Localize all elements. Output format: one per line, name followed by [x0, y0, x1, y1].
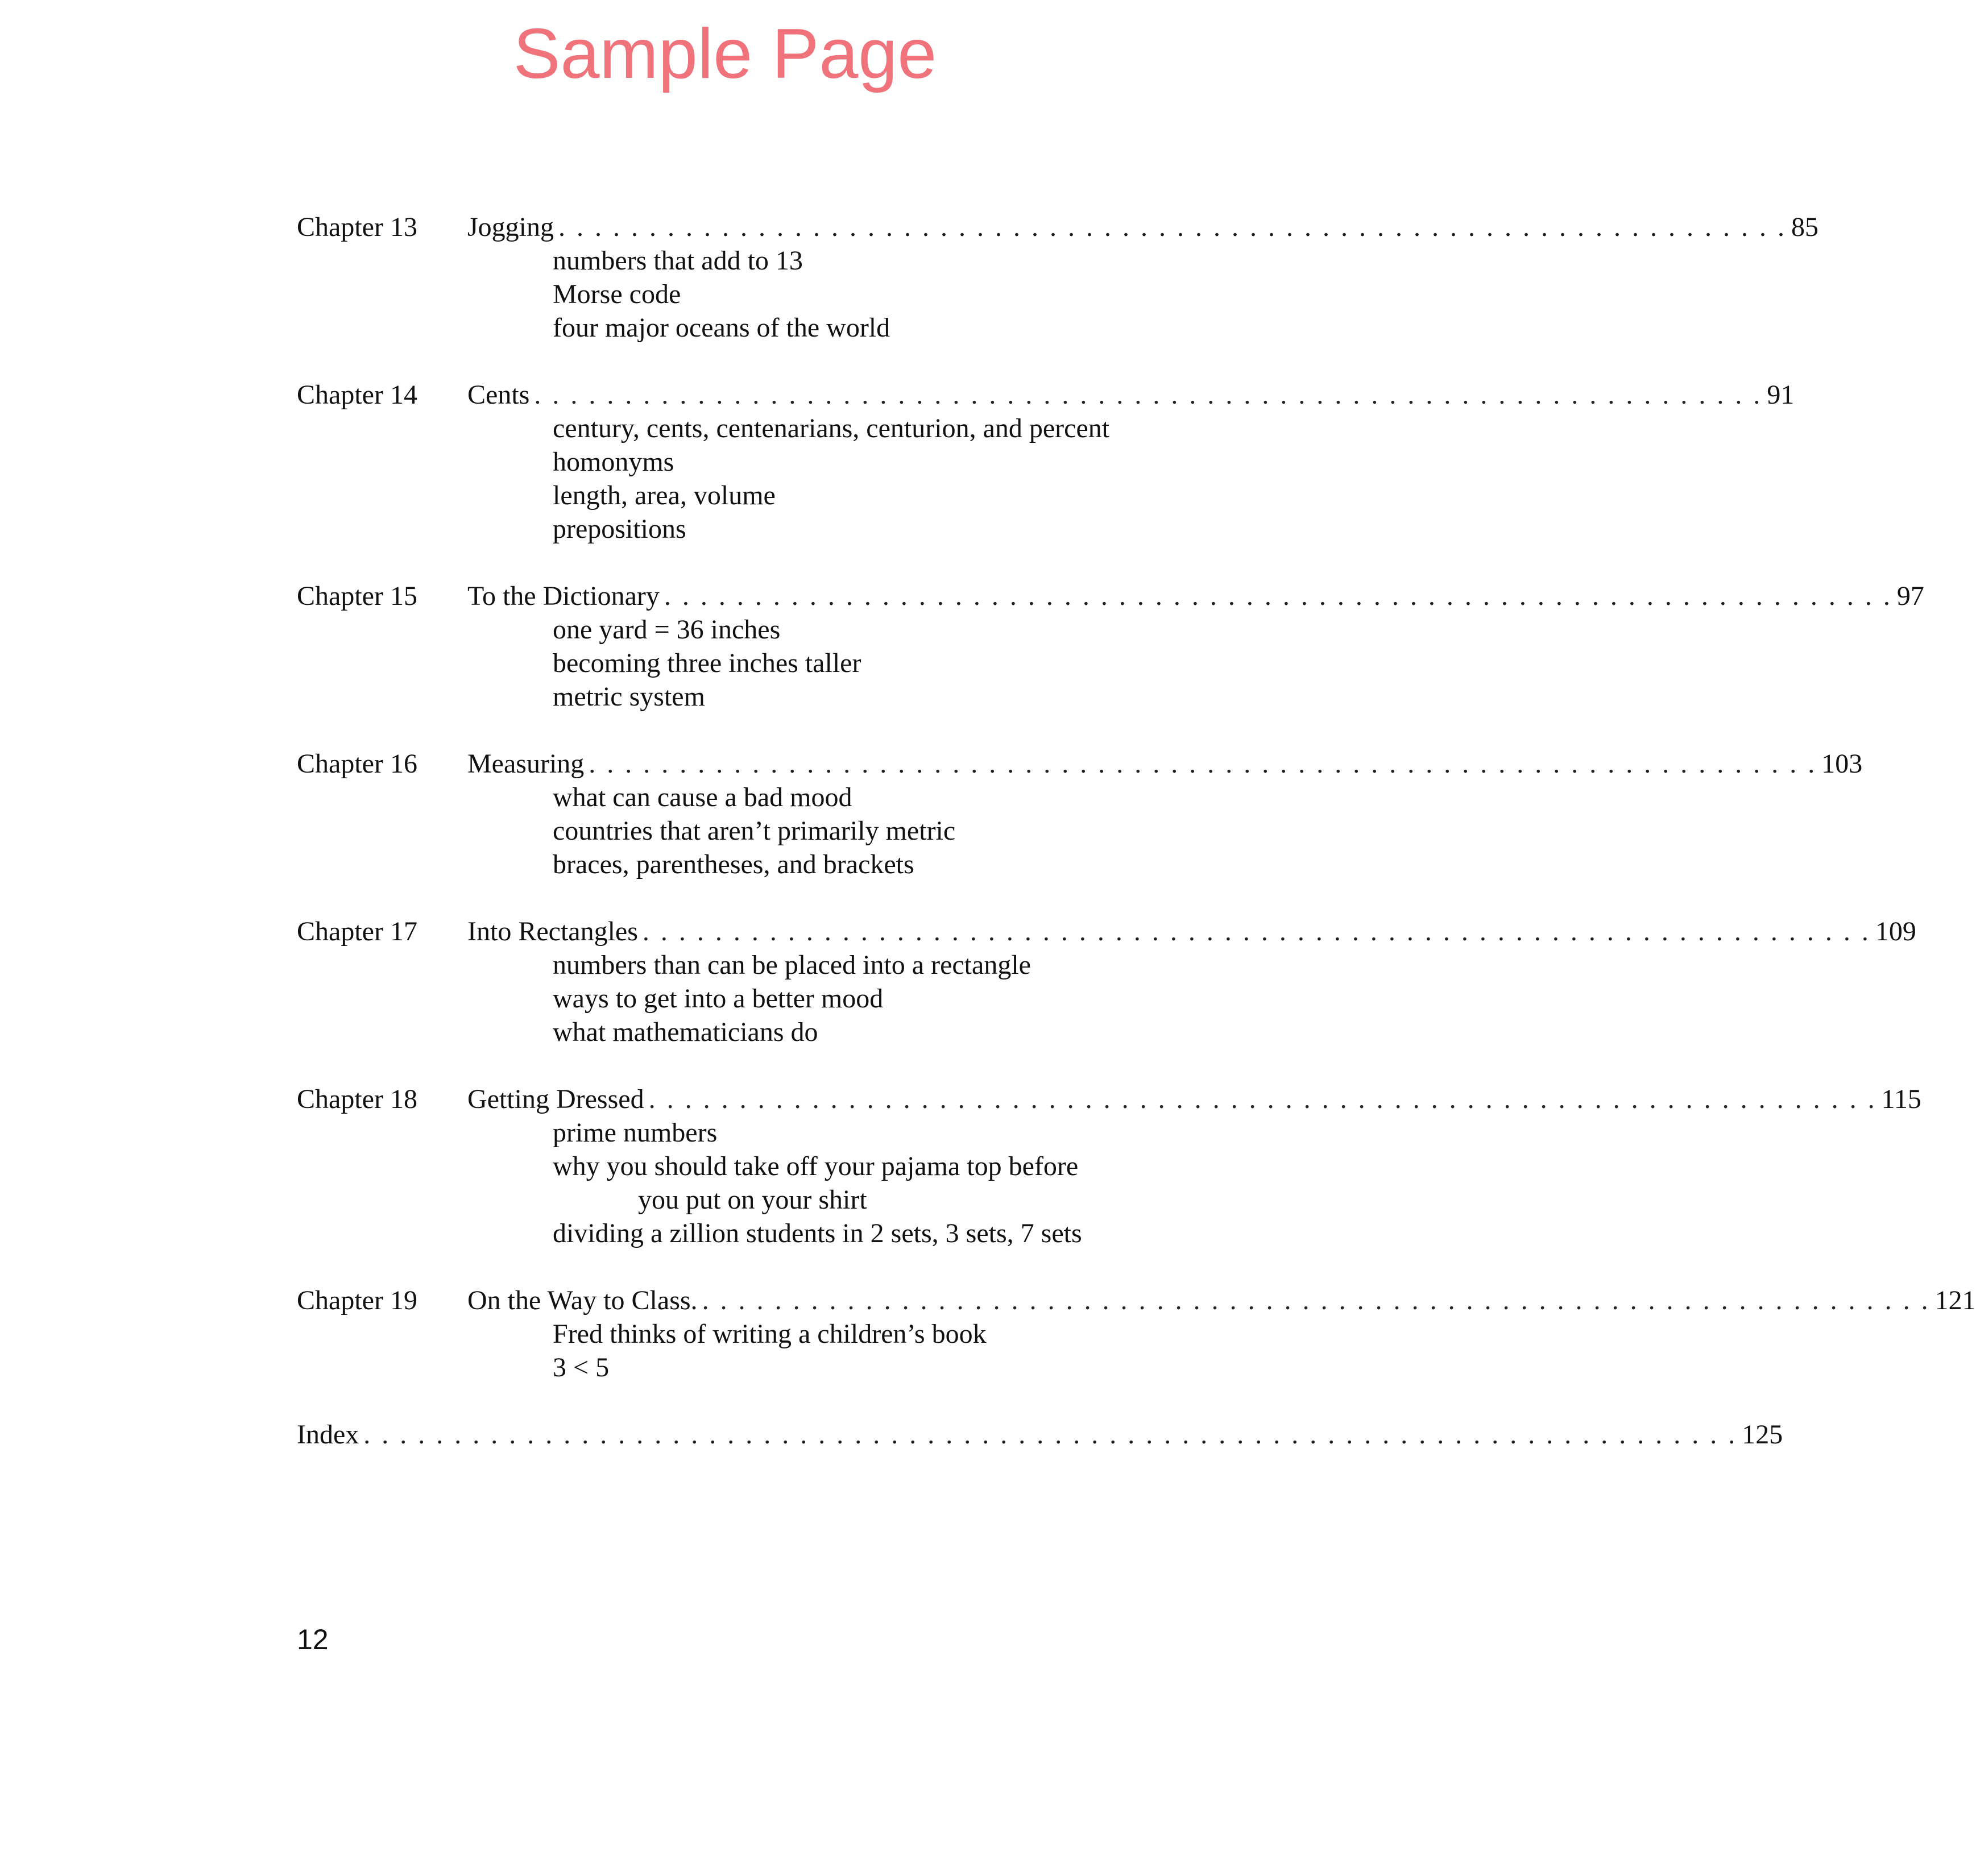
chapter-title: On the Way to Class. [467, 1285, 698, 1315]
dot-leader: . . . . . . . . . . . . . . . . . . . . . . . . . . . . . . . . . . . . . . . . . . . . . . . . . . . . . . . . . . . . . . . . . . . . . . . . . . . . [363, 1420, 1738, 1450]
dot-leader: . . . . . . . . . . . . . . . . . . . . . . . . . . . . . . . . . . . . . . . . . . . . . . . . . . . . . . . . . . . . . . . . . . . . [642, 916, 1871, 947]
chapter-page-number: 91 [1767, 380, 1795, 410]
chapter-label: Chapter 16 [297, 749, 417, 779]
dot-leader: . . . . . . . . . . . . . . . . . . . . . . . . . . . . . . . . . . . . . . . . . . . . . . . . . . . . . . . . . . . . . . . . . . . . [664, 581, 1892, 611]
chapter-page-number: 85 [1791, 212, 1819, 242]
topic-item: numbers than can be placed into a rectangle [553, 950, 1031, 980]
topic-item: numbers that add to 13 [553, 246, 803, 276]
index-label: Index [297, 1420, 359, 1450]
toc-chapter [297, 915, 1916, 1049]
toc-chapter [297, 579, 1924, 713]
chapter-page-number: 115 [1881, 1084, 1921, 1114]
index-page-number: 125 [1742, 1420, 1783, 1450]
topic-item: century, cents, centenarians, centurion, and percent [553, 413, 1110, 443]
topic-item: 3 < 5 [553, 1352, 610, 1383]
topic-item: metric system [553, 682, 705, 712]
toc-chapter [297, 210, 1819, 345]
chapter-topics [297, 1317, 1155, 1384]
chapter-page-number: 97 [1896, 581, 1924, 611]
dot-leader: . . . . . . . . . . . . . . . . . . . . . . . . . . . . . . . . . . . . . . . . . . . . . . . . . . . . . . . . . . . . . . . . . . . . [589, 749, 1817, 779]
topic-item: homonyms [553, 447, 674, 477]
toc-entry-line [297, 378, 1795, 412]
chapter-title: Jogging [467, 212, 554, 242]
topic-item: four major oceans of the world [553, 313, 890, 343]
toc-index-entry [297, 1418, 1783, 1451]
chapter-label: Chapter 19 [297, 1285, 417, 1315]
chapter-label: Chapter 13 [297, 212, 417, 242]
chapter-topics [297, 412, 1155, 546]
chapter-topics [297, 1116, 1155, 1250]
chapter-label: Chapter 14 [297, 380, 417, 410]
topic-item: prime numbers [553, 1118, 718, 1148]
topic-item: length, area, volume [553, 480, 776, 510]
chapter-topics [297, 948, 1155, 1049]
topic-item: Morse code [553, 279, 681, 309]
toc-entry-line [297, 1082, 1921, 1116]
chapter-title: Cents [467, 380, 530, 410]
chapter-page-number: 109 [1875, 916, 1916, 947]
chapter-page-number: 121 [1934, 1285, 1976, 1315]
dot-leader: . . . . . . . . . . . . . . . . . . . . . . . . . . . . . . . . . . . . . . . . . . . . . . . . . . . . . . . . . . . . . . . . . . . . [558, 212, 1787, 242]
topic-item: braces, parentheses, and brackets [553, 849, 914, 879]
chapter-title: Into Rectangles [467, 916, 638, 947]
toc-entry-line [297, 915, 1916, 948]
toc-chapter [297, 1284, 1976, 1384]
chapter-page-number: 103 [1821, 749, 1863, 779]
topic-item: Fred thinks of writing a children’s book [553, 1319, 987, 1349]
topic-item: why you should take off your pajama top before [553, 1151, 1079, 1181]
chapter-title: Measuring [467, 749, 585, 779]
toc-chapter [297, 378, 1795, 546]
chapter-title: To the Dictionary [467, 581, 660, 611]
toc-entry-line [297, 1284, 1976, 1317]
toc-chapter [297, 747, 1863, 881]
chapter-topics [297, 613, 1155, 713]
dot-leader: . . . . . . . . . . . . . . . . . . . . . . . . . . . . . . . . . . . . . . . . . . . . . . . . . . . . . . . . . . . . . . . . . . . . [534, 380, 1763, 410]
toc-chapter [297, 1082, 1921, 1250]
topic-item: one yard = 36 inches [553, 615, 781, 645]
toc-entry-line [297, 747, 1863, 781]
chapter-title: Getting Dressed [467, 1084, 644, 1114]
toc-entry-line [297, 579, 1924, 613]
chapter-label: Chapter 17 [297, 916, 417, 947]
dot-leader: . . . . . . . . . . . . . . . . . . . . . . . . . . . . . . . . . . . . . . . . . . . . . . . . . . . . . . . . . . . . . . . . . . . . [702, 1285, 1931, 1315]
topic-item-continuation: you put on your shirt [638, 1185, 867, 1215]
topic-item: what can cause a bad mood [553, 782, 852, 812]
topic-item: countries that aren’t primarily metric [553, 816, 956, 846]
topic-item: prepositions [553, 514, 686, 544]
topic-item: what mathematicians do [553, 1017, 818, 1047]
table-of-contents [297, 210, 1976, 1451]
chapter-label: Chapter 18 [297, 1084, 417, 1114]
topic-item: becoming three inches taller [553, 648, 861, 678]
chapter-label: Chapter 15 [297, 581, 417, 611]
dot-leader: . . . . . . . . . . . . . . . . . . . . . . . . . . . . . . . . . . . . . . . . . . . . . . . . . . . . . . . . . . . . . . . . . . . . [648, 1084, 1877, 1114]
chapter-topics [297, 244, 1155, 345]
toc-entry-line [297, 210, 1819, 244]
topic-item: dividing a zillion students in 2 sets, 3 sets, 7 sets [553, 1218, 1082, 1248]
topic-item: ways to get into a better mood [553, 983, 884, 1014]
page-number: 12 [297, 1624, 329, 1655]
sample-page-watermark: Sample Page [513, 15, 937, 93]
chapter-topics [297, 781, 1155, 881]
